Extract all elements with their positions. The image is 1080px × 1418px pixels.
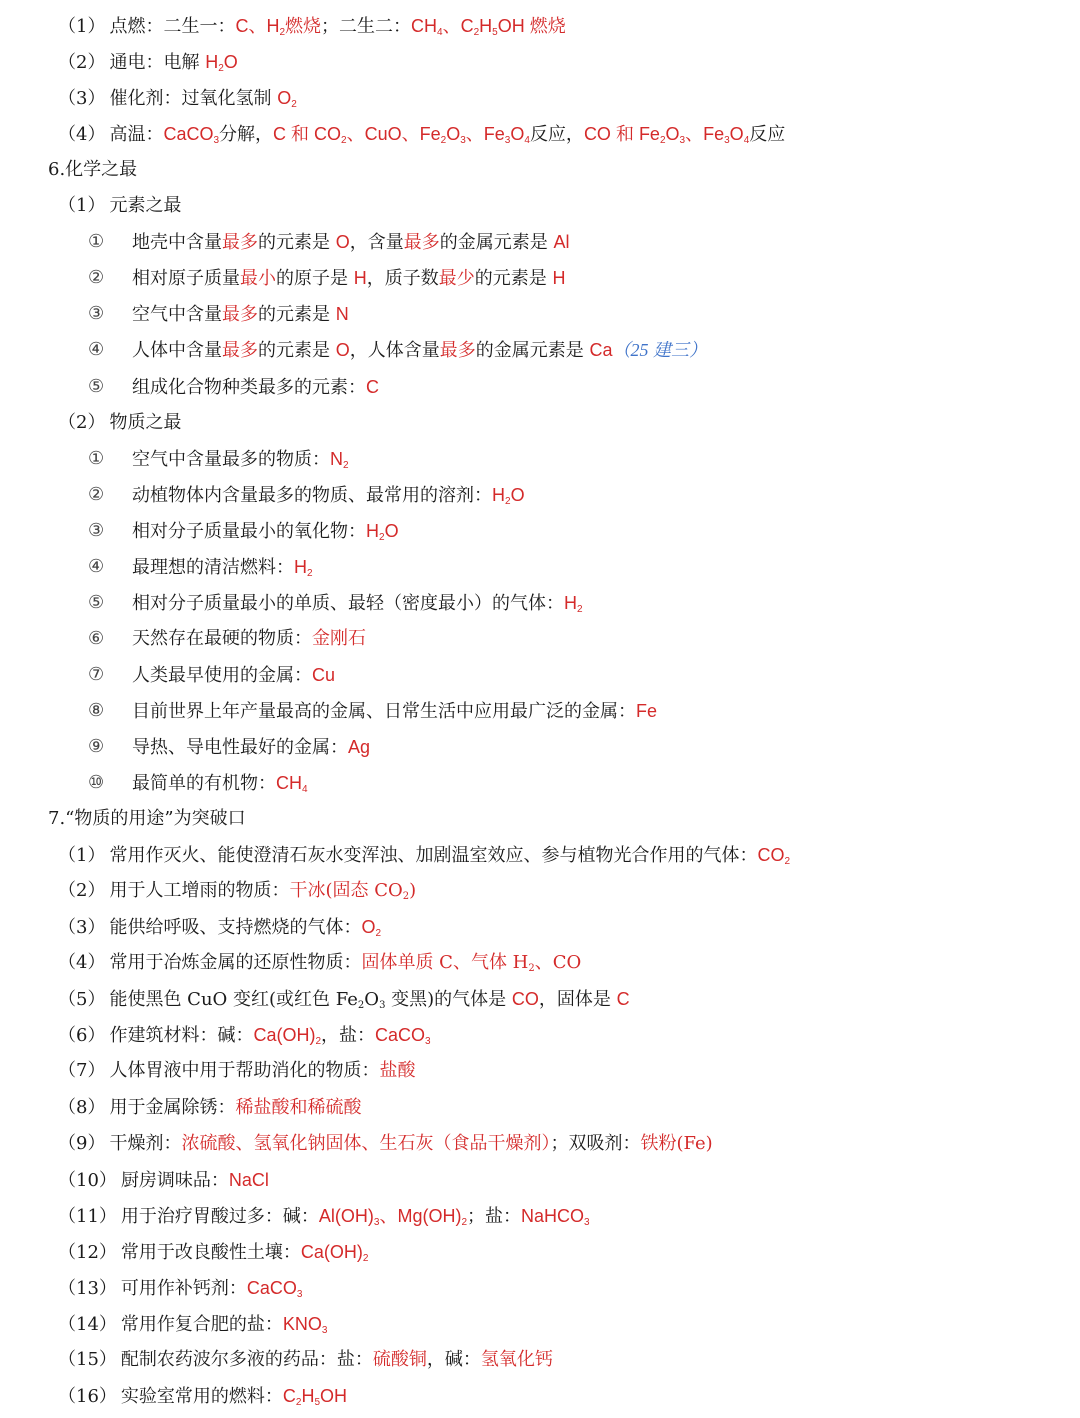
highlight-text: 干冰(固态 $CO_2$) <box>289 880 417 903</box>
plain-text: 人体胃液中用于帮助消化的物质： <box>109 1060 380 1082</box>
highlight-text: N <box>335 304 349 325</box>
item-number-circle: ② <box>88 483 105 505</box>
highlight-text: $KNO_3$ <box>282 1313 328 1336</box>
plain-text: 干燥剂： <box>109 1132 182 1154</box>
item-number-circle: ⑦ <box>88 663 105 685</box>
item-text <box>105 989 629 1010</box>
list-item <box>0 729 1080 765</box>
plain-text: 实验室常用的燃料： <box>120 1385 283 1407</box>
plain-text: 的元素是 <box>474 268 553 290</box>
highlight-text: H <box>552 268 566 289</box>
item-text <box>105 1060 415 1081</box>
highlight-text: $H_2$ <box>294 556 313 579</box>
item-text <box>132 224 570 260</box>
item-text <box>117 1386 347 1407</box>
highlight-text: C 和 $CO_2$、CuO、$Fe_2O_3$、$Fe_3O_4$ <box>273 124 530 147</box>
section-title: 6.化学之最 <box>48 159 138 181</box>
list-item <box>0 441 1080 477</box>
plain-text: ；双吸剂： <box>550 1132 641 1154</box>
plain-text: 的原子是 <box>276 268 354 290</box>
highlight-text: $N_2$ <box>330 448 349 471</box>
item-number-circle: ⑤ <box>88 591 105 613</box>
plain-text: 的金属元素是 <box>475 340 590 362</box>
list-item <box>0 1234 1080 1270</box>
item-text <box>105 195 181 216</box>
item-number: （2） <box>58 880 106 902</box>
highlight-text: 最多 <box>222 304 258 326</box>
highlight-text: $Ca(OH)_2$ <box>300 1241 369 1264</box>
list-item <box>0 1270 1080 1306</box>
list-item <box>0 945 1080 981</box>
item-text <box>132 729 370 765</box>
plain-text: 高温： <box>109 124 164 146</box>
list-item <box>0 693 1080 729</box>
item-text <box>105 16 565 37</box>
item-text <box>105 1025 430 1046</box>
plain-text: 最简单的有机物： <box>132 773 276 795</box>
highlight-text: Cu <box>312 664 336 685</box>
list-item <box>0 513 1080 549</box>
plain-text: 空气中含量最多的物质： <box>132 448 330 470</box>
section-heading <box>0 801 1080 837</box>
item-text <box>105 952 581 973</box>
plain-text: ，人体含量 <box>349 340 440 362</box>
highlight-text: $Ca(OH)_2$ <box>253 1025 322 1048</box>
item-number: （15） <box>58 1348 117 1370</box>
item-text <box>117 1206 590 1227</box>
item-number-circle: ③ <box>88 519 105 541</box>
item-number-circle: ⑥ <box>88 627 105 649</box>
list-item <box>0 1090 1080 1126</box>
item-number: （4） <box>58 952 106 974</box>
list-item <box>0 332 1080 368</box>
highlight-text: 固体单质 C、气体 $H_2$、CO <box>361 952 582 975</box>
plain-text: 反应 <box>749 124 786 146</box>
list-item <box>0 585 1080 621</box>
item-text <box>105 52 237 73</box>
list-item <box>0 657 1080 693</box>
item-number-circle: ① <box>88 447 105 469</box>
list-item <box>0 80 1080 116</box>
plain-text: 目前世界上年产量最高的金属、日常生活中应用最广泛的金属： <box>132 700 636 722</box>
list-item <box>0 116 1080 152</box>
plain-text: 相对分子质量最小的单质、最轻（密度最小）的气体： <box>132 592 564 614</box>
highlight-text: O <box>335 340 350 361</box>
highlight-text: 最少 <box>438 268 475 290</box>
highlight-text: C、$H_2$燃烧 <box>235 16 322 38</box>
item-text <box>132 549 313 585</box>
plain-text: 相对原子质量 <box>132 268 240 290</box>
plain-text: 常用作复合肥的盐： <box>120 1313 283 1335</box>
highlight-text: $CH_4$ <box>276 773 308 796</box>
plain-text: 物质之最 <box>109 411 182 433</box>
list-item <box>0 837 1080 873</box>
item-number: （12） <box>58 1241 117 1263</box>
plain-text: ，碱： <box>426 1348 481 1370</box>
list-item <box>0 369 1080 405</box>
list-item <box>0 1342 1080 1378</box>
plain-text: 催化剂：过氧化氢制 <box>109 88 278 110</box>
item-number: （3） <box>58 917 106 939</box>
plain-text: 能使黑色 CuO 变红(或红色 $Fe_2O_3$ 变黑)的气体是 <box>109 989 512 1012</box>
list-item <box>0 909 1080 945</box>
highlight-text: CO 和 $Fe_2O_3$、$Fe_3O_4$ <box>583 124 750 147</box>
highlight-text: NaHCO$_3$ <box>521 1205 590 1228</box>
plain-text: 配制农药波尔多液的药品：盐： <box>120 1348 373 1370</box>
list-item <box>0 873 1080 909</box>
item-text <box>105 124 785 145</box>
plain-text: 通电：电解 <box>109 52 206 74</box>
plain-text: 常用于改良酸性土壤： <box>120 1241 301 1263</box>
highlight-text: CaCO$_3$ <box>163 124 220 147</box>
item-number-circle: ① <box>88 231 105 253</box>
item-text <box>105 1097 361 1118</box>
item-number-circle: ⑩ <box>88 772 105 794</box>
plain-text: 的元素是 <box>258 304 336 326</box>
item-number: （11） <box>58 1205 117 1227</box>
highlight-text: $H_2O$ <box>492 484 525 507</box>
item-text <box>117 1242 369 1263</box>
item-text <box>132 441 349 477</box>
list-item <box>0 1198 1080 1234</box>
list-item <box>0 188 1080 224</box>
list-item <box>0 549 1080 585</box>
highlight-text: Fe <box>636 700 658 721</box>
plain-text: ；二生二： <box>321 16 412 37</box>
plain-text: ；盐： <box>467 1205 522 1227</box>
plain-text: 的元素是 <box>258 340 336 362</box>
item-number-circle: ⑨ <box>88 736 105 757</box>
plain-text: 用于人工增雨的物质： <box>109 880 290 902</box>
item-text <box>117 1278 303 1299</box>
highlight-text: $H_2$ <box>564 592 583 615</box>
plain-text: 人类最早使用的金属： <box>132 664 312 686</box>
item-text <box>132 513 399 549</box>
highlight-text: 最多 <box>403 232 440 254</box>
highlight-text: C <box>616 989 630 1010</box>
item-text <box>117 1170 269 1191</box>
plain-text: 动植物体内含量最多的物质、最常用的溶剂： <box>132 484 492 506</box>
plain-text: 人体中含量 <box>132 340 222 362</box>
item-text <box>105 1133 712 1154</box>
item-text <box>117 1349 553 1370</box>
plain-text: 的元素是 <box>258 232 336 254</box>
plain-text: ，含量 <box>349 232 404 254</box>
highlight-text: CaCO$_3$ <box>246 1277 303 1300</box>
highlight-text: C <box>366 376 379 397</box>
list-item <box>0 260 1080 296</box>
item-text <box>132 657 335 693</box>
item-text <box>117 1314 328 1335</box>
item-number: （2） <box>58 411 106 433</box>
plain-text: 元素之最 <box>109 195 182 217</box>
item-text <box>105 845 790 866</box>
item-number: （13） <box>58 1277 117 1299</box>
plain-text: 能供给呼吸、支持燃烧的气体： <box>109 917 362 939</box>
plain-text: 可用作补钙剂： <box>120 1277 247 1299</box>
item-text <box>105 880 416 901</box>
item-number-circle: ④ <box>88 555 105 577</box>
highlight-text: $CO_2$ <box>757 845 791 868</box>
highlight-text: 金刚石 <box>312 627 366 649</box>
plain-text: 导热、导电性最好的金属： <box>132 737 348 758</box>
item-number-circle: ⑤ <box>88 375 105 397</box>
item-number: （4） <box>58 124 106 146</box>
highlight-text: 最多 <box>222 232 258 254</box>
highlight-text: 硫酸铜 <box>372 1348 427 1370</box>
plain-text: 反应， <box>529 124 584 146</box>
plain-text: 常用作灭火、能使澄清石灰水变浑浊、加剧温室效应、参与植物光合作用的气体： <box>109 845 758 867</box>
plain-text: 组成化合物种类最多的元素： <box>132 376 366 398</box>
item-text <box>132 621 366 657</box>
item-number: （1） <box>58 16 106 37</box>
item-text <box>132 260 565 296</box>
list-item <box>0 8 1080 44</box>
item-number: （16） <box>58 1385 117 1407</box>
highlight-text: 铁粉(Fe) <box>640 1132 713 1154</box>
item-text <box>132 296 349 332</box>
item-text <box>132 693 657 729</box>
item-text <box>105 917 381 938</box>
highlight-text: NaCl <box>228 1169 269 1190</box>
highlight-text: $C_2H_5OH$ <box>282 1385 348 1408</box>
item-number: （6） <box>58 1025 106 1047</box>
list-item <box>0 405 1080 441</box>
highlight-text: $H_2O$ <box>366 520 399 543</box>
item-text <box>105 88 296 109</box>
highlight-text: 氢氧化钙 <box>480 1348 553 1370</box>
highlight-text: $CH_4$、$C_2H_5OH$ 燃烧 <box>411 16 566 38</box>
highlight-text: $Al(OH)_3$、$Mg(OH)_2$ <box>318 1205 468 1228</box>
list-item <box>0 1017 1080 1053</box>
item-number: （8） <box>58 1096 106 1118</box>
list-item <box>0 224 1080 260</box>
highlight-text: 浓硫酸、氢氧化钠固体、生石灰（食品干燥剂） <box>181 1132 551 1154</box>
highlight-text: Ca <box>589 340 613 361</box>
highlight-text: 盐酸 <box>379 1060 416 1082</box>
item-number: （1） <box>58 845 106 867</box>
list-item <box>0 1126 1080 1162</box>
plain-text: 相对分子质量最小的氧化物： <box>132 520 366 542</box>
item-number-circle: ④ <box>88 339 105 361</box>
item-text <box>132 477 525 513</box>
highlight-text: CO <box>511 989 539 1010</box>
highlight-text: 最多 <box>222 340 258 362</box>
plain-text: 作建筑材料：碱： <box>109 1025 254 1047</box>
plain-text: ，质子数 <box>366 268 439 290</box>
highlight-text: （25 建三） <box>612 340 707 361</box>
plain-text: 用于金属除锈： <box>109 1096 236 1118</box>
item-text <box>132 332 707 368</box>
list-item <box>0 765 1080 801</box>
item-text <box>105 412 181 433</box>
highlight-text: Ag <box>348 737 371 757</box>
plain-text: ，盐： <box>321 1025 376 1047</box>
plain-text: 天然存在最硬的物质： <box>132 627 312 649</box>
list-item <box>0 44 1080 80</box>
highlight-text: $H_2O$ <box>205 52 238 75</box>
highlight-text: $O_2$ <box>361 917 382 940</box>
plain-text: 最理想的清洁燃料： <box>132 556 294 578</box>
list-item <box>0 1053 1080 1089</box>
section-heading <box>0 152 1080 188</box>
item-number: （2） <box>58 52 106 74</box>
plain-text: 的金属元素是 <box>439 232 554 254</box>
plain-text: 用于治疗胃酸过多：碱： <box>120 1205 319 1227</box>
list-item <box>0 1162 1080 1198</box>
plain-text: ，固体是 <box>538 989 617 1011</box>
item-number: （14） <box>58 1313 117 1335</box>
highlight-text: 稀盐酸和稀硫酸 <box>235 1096 362 1118</box>
item-number: （10） <box>58 1169 117 1191</box>
plain-text: 厨房调味品： <box>120 1169 229 1191</box>
item-number-circle: ③ <box>88 303 105 325</box>
item-number: （5） <box>58 989 106 1011</box>
item-number-circle: ② <box>88 267 105 289</box>
item-number-circle: ⑧ <box>88 699 105 721</box>
highlight-text: CaCO$_3$ <box>375 1025 431 1048</box>
list-item <box>0 621 1080 657</box>
plain-text: 空气中含量 <box>132 304 222 326</box>
plain-text: 地壳中含量 <box>132 232 222 254</box>
list-item <box>0 981 1080 1017</box>
highlight-text: $O_2$ <box>277 88 297 111</box>
plain-text: 分解， <box>219 124 274 146</box>
item-text <box>132 369 379 405</box>
list-item <box>0 1378 1080 1414</box>
item-number: （9） <box>58 1132 106 1154</box>
item-number: （1） <box>58 195 106 217</box>
plain-text: 常用于冶炼金属的还原性物质： <box>109 952 362 974</box>
highlight-text: H <box>353 268 367 289</box>
item-number: （3） <box>58 88 106 110</box>
plain-text: 点燃：二生一： <box>109 16 236 37</box>
highlight-text: O <box>335 232 350 253</box>
highlight-text: Al <box>553 232 570 253</box>
item-text <box>132 765 308 801</box>
list-item <box>0 477 1080 513</box>
list-item <box>0 1306 1080 1342</box>
section-title: 7.“物质的用途”为突破口 <box>48 808 246 830</box>
highlight-text: 最多 <box>439 340 476 362</box>
list-item <box>0 296 1080 332</box>
item-text <box>132 585 583 621</box>
item-number: （7） <box>58 1060 106 1082</box>
highlight-text: 最小 <box>240 268 276 290</box>
